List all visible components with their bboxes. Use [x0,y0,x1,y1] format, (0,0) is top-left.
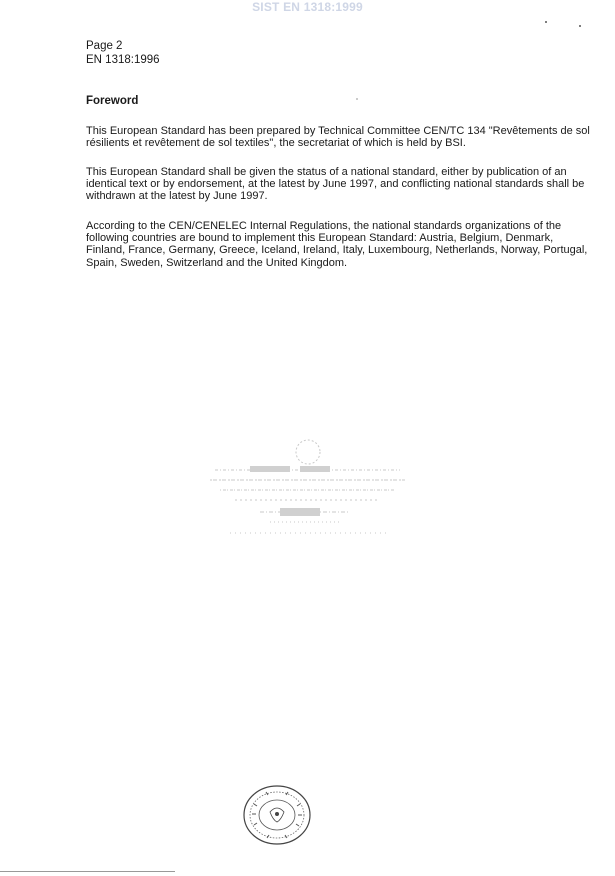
watermark: SIST EN 1318:1999 [252,0,363,14]
page-number: Page 2 [86,40,123,52]
foreword-paragraph-1: This European Standard has been prepared by Technical Committee CEN/TC 134 "Revêtements de sol résilients et revêtement de sol textiles", the secretariat of which is held by BSI. [86,125,590,150]
round-seal [242,784,312,846]
page-header [86,40,160,67]
foreword-paragraph-3: According to the CEN/CENELEC Internal Regulations, the national standards organizations of the following countries are bound to implement this European Standard: Austria, Belgium, Denmark, Finland, France, Germany, Greece, Iceland, Ireland, Italy, Luxembourg, Netherlands, Norway, Portugal, Spain, Sweden, Switzerland and the United Kingdom. [86,220,588,269]
page-edge-line [0,871,175,872]
scan-speck [579,25,581,27]
foreword-paragraph-2: This European Standard shall be given the status of a national standard, either by publication of an identical text or by endorsement, at the latest by June 1997, and conflicting national standards shall be withdrawn at the latest by June 1997. [86,166,585,203]
scan-speck [356,98,358,100]
faded-office-stamp [190,430,430,545]
standard-number: EN 1318:1996 [86,53,160,66]
foreword-heading: Foreword [86,95,139,107]
scan-speck [545,21,547,23]
